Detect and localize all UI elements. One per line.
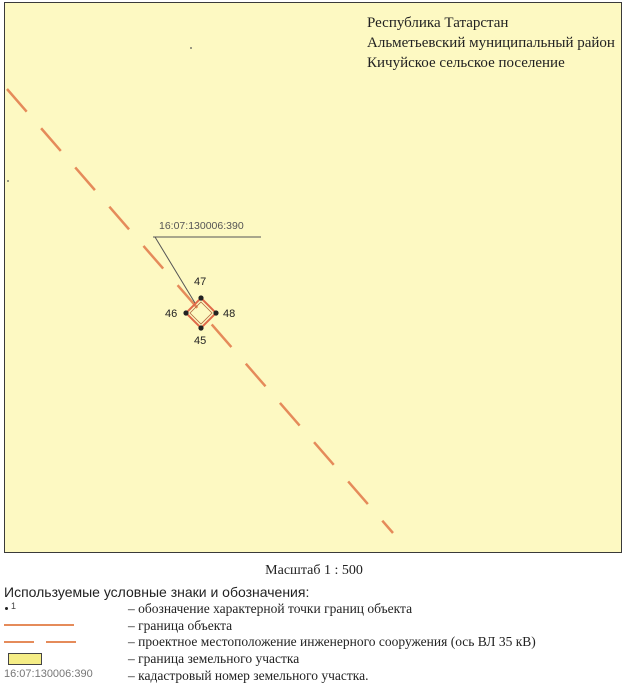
dashed-line-icon xyxy=(46,641,76,643)
point-label-47: 47 xyxy=(194,276,207,288)
solid-line-icon xyxy=(4,624,74,626)
legend-desc-boundary: – граница объекта xyxy=(128,618,233,633)
boundary-point-47 xyxy=(198,295,203,300)
location-settlement: Кичуйское сельское поселение xyxy=(367,55,565,71)
point-number-sample: 1 xyxy=(11,601,17,611)
cadastral-label: 16:07:130006:390 xyxy=(159,220,244,232)
map-canvas xyxy=(5,3,622,553)
legend-symbol-parcel xyxy=(4,650,114,667)
legend-desc-powerline: – проектное местоположение инженерного сооружения (ось ВЛ 35 кВ) xyxy=(128,634,536,649)
legend-symbol-point xyxy=(4,600,114,617)
location-district: Альметьевский муниципальный район xyxy=(367,35,615,51)
map-frame xyxy=(4,2,622,553)
legend-row-cadastral xyxy=(0,667,628,684)
point-label-45: 45 xyxy=(194,335,207,347)
power-line-axis xyxy=(7,89,393,533)
legend-symbol-boundary xyxy=(4,617,114,634)
legend-row-powerline xyxy=(0,633,628,650)
speck xyxy=(190,47,192,49)
parcel-swatch-icon xyxy=(8,653,42,665)
boundary-point-46 xyxy=(183,310,188,315)
speck xyxy=(7,180,9,182)
legend-symbol-powerline xyxy=(4,633,114,650)
location-republic: Республика Татарстан xyxy=(367,15,509,31)
legend-desc-parcel: – граница земельного участка xyxy=(128,651,300,666)
legend-row-point xyxy=(0,600,628,617)
dashed-line-icon xyxy=(4,641,34,643)
scale-text: Масштаб 1 : 500 xyxy=(265,563,363,578)
boundary-point-45 xyxy=(198,325,203,330)
point-dot-icon xyxy=(5,607,8,610)
label-leader-diagonal xyxy=(155,237,195,303)
point-label-48: 48 xyxy=(223,308,236,320)
legend-title: Используемые условные знаки и обозначения: xyxy=(4,584,310,600)
legend-row-parcel xyxy=(0,650,628,667)
boundary-point-48 xyxy=(213,310,218,315)
point-label-46: 46 xyxy=(165,308,178,320)
legend-desc-point: – обозначение характерной точки границ объекта xyxy=(128,601,413,616)
legend-desc-cadastral: – кадастровый номер земельного участка. xyxy=(128,668,369,683)
legend-row-boundary xyxy=(0,617,628,634)
cadastral-number-sample: 16:07:130006:390 xyxy=(4,668,93,680)
legend-symbol-cadastral xyxy=(4,667,114,684)
